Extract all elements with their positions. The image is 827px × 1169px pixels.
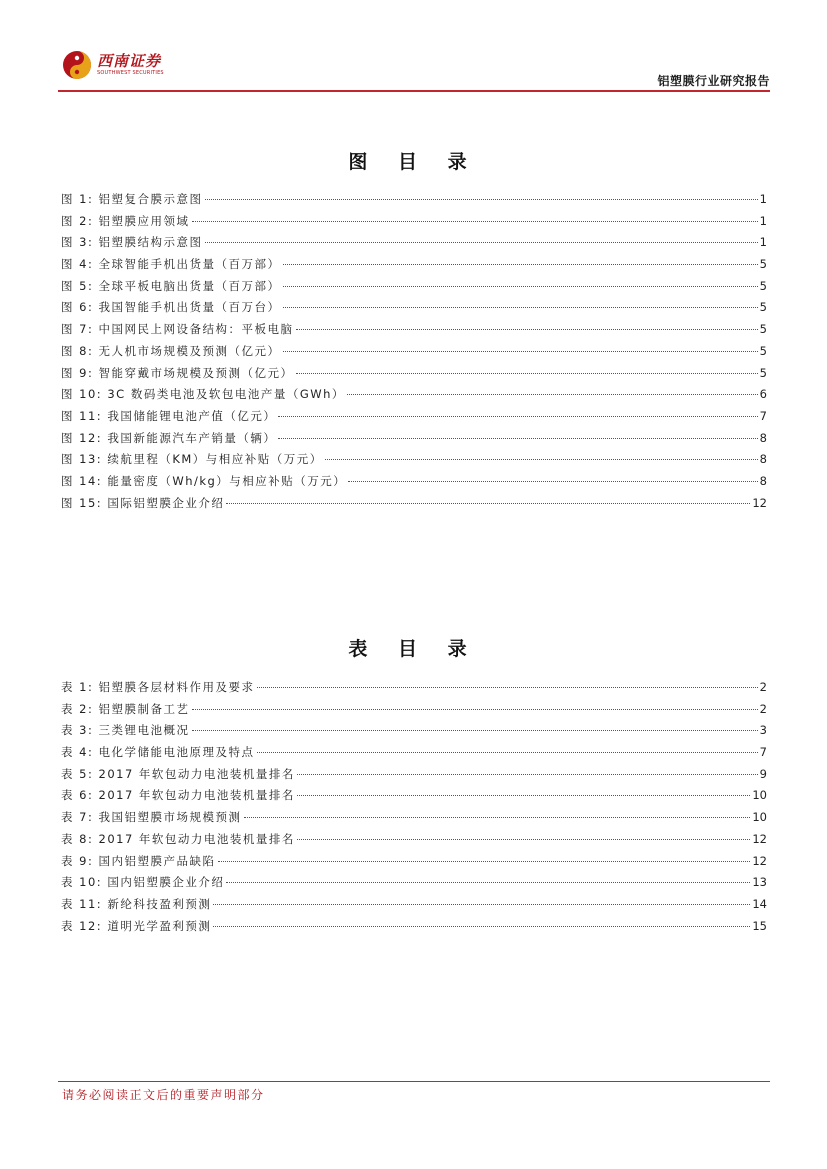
toc-dot-leader	[226, 503, 750, 504]
toc-page-number: 1	[759, 192, 767, 206]
figure-toc-entry[interactable]	[61, 365, 767, 387]
toc-entry-label: 表 8: 2017 年软包动力电池装机量排名	[61, 831, 295, 846]
toc-entry-label: 图 1: 铝塑复合膜示意图	[61, 192, 203, 206]
toc-entry-label: 图 6: 我国智能手机出货量（百万台）	[61, 300, 281, 315]
tables-toc-list	[61, 679, 767, 939]
toc-page-number: 5	[759, 257, 767, 272]
toc-dot-leader	[283, 264, 758, 265]
toc-dot-leader	[278, 416, 757, 417]
toc-dot-leader	[192, 709, 758, 710]
toc-entry-label: 图 11: 我国储能锂电池产值（亿元）	[61, 408, 277, 423]
toc-entry-label: 表 11: 新纶科技盈利预测	[61, 896, 212, 911]
toc-entry-label: 表 5: 2017 年软包动力电池装机量排名	[61, 766, 295, 781]
figure-toc-entry[interactable]	[61, 451, 767, 473]
toc-page-number: 5	[759, 365, 767, 380]
toc-dot-leader	[347, 394, 758, 395]
logo-chinese-name: 西南证券	[97, 52, 162, 70]
table-toc-entry[interactable]	[61, 918, 767, 940]
toc-dot-leader	[283, 286, 758, 287]
figure-toc-entry[interactable]	[61, 473, 767, 495]
toc-page-number: 3	[759, 723, 767, 738]
table-toc-entry[interactable]	[61, 874, 767, 896]
toc-dot-leader	[296, 373, 758, 374]
toc-page-number: 8	[759, 452, 767, 467]
table-toc-entry[interactable]	[61, 896, 767, 918]
toc-dot-leader	[283, 351, 758, 352]
toc-entry-label: 表 2: 铝塑膜制备工艺	[61, 701, 190, 716]
toc-dot-leader	[226, 882, 750, 883]
figure-toc-entry[interactable]	[61, 386, 767, 408]
figure-toc-entry[interactable]	[61, 430, 767, 452]
toc-page-number: 14	[752, 896, 767, 911]
table-toc-entry[interactable]	[61, 809, 767, 831]
table-toc-entry[interactable]	[61, 787, 767, 809]
toc-dot-leader	[213, 926, 750, 927]
logo-english-name: SOUTHWEST SECURITIES	[97, 70, 164, 76]
toc-page-number: 12	[752, 495, 767, 510]
figures-toc-list	[61, 191, 767, 516]
table-toc-entry[interactable]	[61, 701, 767, 723]
toc-dot-leader	[297, 795, 750, 796]
toc-page-number: 9	[759, 766, 767, 781]
toc-page-number: 1	[759, 235, 767, 250]
figure-toc-entry[interactable]	[61, 321, 767, 343]
header-divider	[58, 90, 770, 92]
toc-entry-label: 图 8: 无人机市场规模及预测（亿元）	[61, 343, 281, 358]
toc-dot-leader	[205, 242, 758, 243]
toc-page-number: 2	[759, 680, 767, 694]
toc-entry-label: 表 9: 国内铝塑膜产品缺陷	[61, 853, 216, 868]
toc-dot-leader	[205, 199, 758, 200]
toc-dot-leader	[296, 329, 758, 330]
toc-entry-label: 图 2: 铝塑膜应用领域	[61, 213, 190, 228]
toc-dot-leader	[283, 307, 758, 308]
toc-entry-label: 图 9: 智能穿戴市场规模及预测（亿元）	[61, 365, 294, 380]
figures-toc-title: 图 目 录	[348, 151, 479, 173]
toc-page-number: 8	[759, 473, 767, 488]
toc-entry-label: 图 10: 3C 数码类电池及软包电池产量（GWh）	[61, 387, 345, 402]
page-header	[58, 48, 770, 92]
toc-dot-leader	[278, 438, 757, 439]
toc-page-number: 10	[752, 788, 767, 803]
toc-dot-leader	[244, 817, 751, 818]
figure-toc-entry[interactable]	[61, 408, 767, 430]
toc-entry-label: 图 7: 中国网民上网设备结构：平板电脑	[61, 322, 294, 337]
figure-toc-entry[interactable]	[61, 343, 767, 365]
footer-disclaimer: 请务必阅读正文后的重要声明部分	[62, 1088, 265, 1102]
toc-entry-label: 图 3: 铝塑膜结构示意图	[61, 235, 203, 250]
toc-entry-label: 表 12: 道明光学盈利预测	[61, 918, 212, 933]
toc-dot-leader	[257, 687, 758, 688]
toc-dot-leader	[218, 861, 751, 862]
toc-page-number: 5	[759, 343, 767, 358]
table-toc-entry[interactable]	[61, 679, 767, 701]
toc-page-number: 5	[759, 300, 767, 315]
figure-toc-entry[interactable]	[61, 495, 767, 517]
toc-entry-label: 图 4: 全球智能手机出货量（百万部）	[61, 257, 281, 272]
toc-page-number: 2	[759, 701, 767, 716]
toc-page-number: 10	[752, 810, 767, 825]
toc-dot-leader	[348, 481, 757, 482]
toc-entry-label: 图 12: 我国新能源汽车产销量（辆）	[61, 430, 277, 445]
figure-toc-entry[interactable]	[61, 191, 767, 213]
logo-mark-icon	[62, 50, 92, 80]
toc-entry-label: 表 3: 三类锂电池概况	[61, 723, 190, 738]
toc-entry-label: 表 1: 铝塑膜各层材料作用及要求	[61, 680, 255, 694]
toc-dot-leader	[297, 774, 758, 775]
toc-entry-label: 表 4: 电化学储能电池原理及特点	[61, 745, 255, 760]
toc-dot-leader	[213, 904, 750, 905]
toc-dot-leader	[257, 752, 758, 753]
toc-entry-label: 表 6: 2017 年软包动力电池装机量排名	[61, 788, 295, 803]
toc-page-number: 8	[759, 430, 767, 445]
toc-page-number: 7	[759, 745, 767, 760]
figure-toc-entry[interactable]	[61, 213, 767, 235]
toc-dot-leader	[192, 730, 758, 731]
figure-toc-entry[interactable]	[61, 256, 767, 278]
toc-entry-label: 表 7: 我国铝塑膜市场规模预测	[61, 810, 242, 825]
toc-dot-leader	[325, 459, 758, 460]
toc-entry-label: 图 15: 国际铝塑膜企业介绍	[61, 495, 225, 510]
figure-toc-entry[interactable]	[61, 299, 767, 321]
toc-dot-leader	[192, 221, 758, 222]
toc-page-number: 15	[752, 918, 767, 933]
table-toc-entry[interactable]	[61, 831, 767, 853]
toc-page-number: 12	[752, 853, 767, 868]
table-toc-entry[interactable]	[61, 744, 767, 766]
toc-entry-label: 图 13: 续航里程（KM）与相应补贴（万元）	[61, 452, 323, 467]
toc-page-number: 5	[759, 322, 767, 337]
toc-entry-label: 图 5: 全球平板电脑出货量（百万部）	[61, 278, 281, 293]
toc-page-number: 13	[752, 875, 767, 890]
report-title: 铝塑膜行业研究报告	[657, 74, 770, 88]
footer-divider	[58, 1081, 770, 1082]
toc-dot-leader	[297, 839, 750, 840]
tables-toc-title: 表 目 录	[348, 638, 479, 660]
table-toc-entry[interactable]	[61, 853, 767, 875]
toc-page-number: 5	[759, 278, 767, 293]
toc-entry-label: 图 14: 能量密度（Wh/kg）与相应补贴（万元）	[61, 473, 347, 488]
table-toc-entry[interactable]	[61, 766, 767, 788]
figure-toc-entry[interactable]	[61, 234, 767, 256]
toc-entry-label: 表 10: 国内铝塑膜企业介绍	[61, 875, 225, 890]
toc-page-number: 1	[759, 213, 767, 228]
toc-page-number: 7	[759, 408, 767, 423]
company-logo	[62, 50, 164, 80]
toc-page-number: 6	[759, 387, 767, 402]
table-toc-entry[interactable]	[61, 722, 767, 744]
toc-page-number: 12	[752, 831, 767, 846]
figure-toc-entry[interactable]	[61, 278, 767, 300]
